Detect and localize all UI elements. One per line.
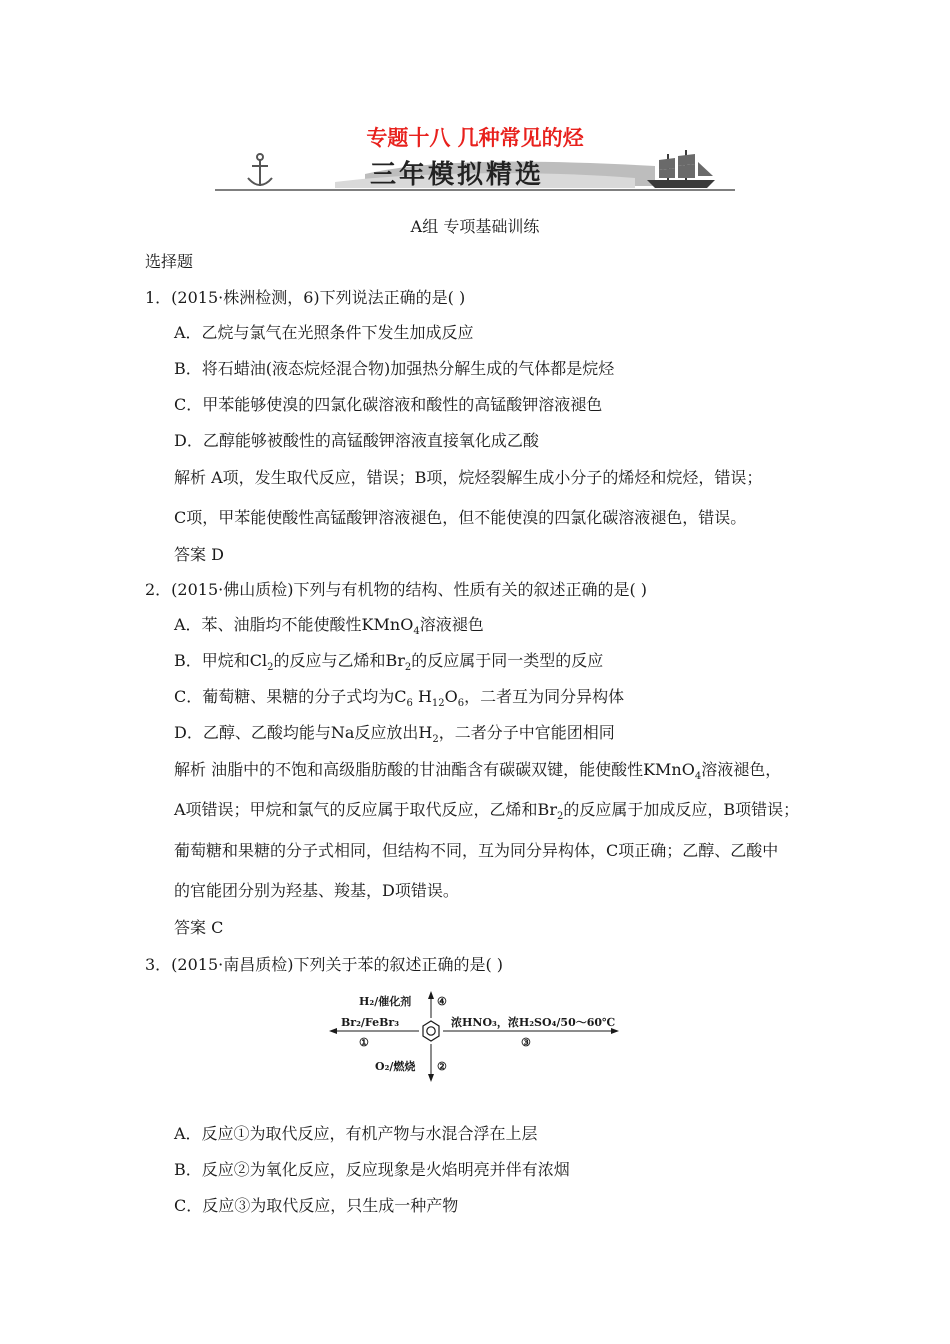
page-title: 专题十八 几种常见的烃 <box>366 126 584 150</box>
benzene-reaction-scheme <box>325 990 625 1086</box>
q3-option-a: A．反应①为取代反应，有机产物与水混合浮在上层 <box>174 1124 538 1143</box>
banner-text: 三年模拟精选 <box>370 160 545 190</box>
q2-option-b: B．甲烷和$Cl_2$的反应与乙烯和$Br_2$的反应属于同一类型的反应 <box>174 651 604 673</box>
q1-option-a: A．乙烷与氯气在光照条件下发生加成反应 <box>174 323 474 342</box>
q3-option-c: C．反应③为取代反应，只生成一种产物 <box>174 1196 459 1215</box>
scheme-right-label: 浓HNO₃，浓H₂SO₄/50～60℃ <box>451 1016 616 1029</box>
q2-answer: 答案 C <box>174 918 224 937</box>
q3-option-b: B．反应②为氧化反应，反应现象是火焰明亮并伴有浓烟 <box>174 1160 570 1179</box>
scheme-left-number: ① <box>359 1036 369 1049</box>
ship-icon <box>647 150 715 188</box>
scheme-bottom-label: O₂/燃烧 <box>375 1060 416 1073</box>
scheme-top-number: ④ <box>437 995 447 1008</box>
q1-option-b: B．将石蜡油(液态烷烃混合物)加强热分解生成的气体都是烷烃 <box>174 359 615 378</box>
q2-analysis-line1: 解析 油脂中的不饱和高级脂肪酸的甘油酯含有碳碳双键，能使酸性KMnO$_4$溶液褪色， <box>174 760 782 782</box>
group-title: A组 专项基础训练 <box>410 217 540 236</box>
q2-analysis-line4: 的官能团分别为羟基、羧基，D项错误。 <box>174 881 459 900</box>
scheme-left-label: Br₂/FeBr₃ <box>341 1016 400 1029</box>
q2-option-a: A．苯、油脂均不能使酸性KMnO$_4$溶液褪色 <box>174 615 484 637</box>
benzene-ring-icon <box>423 1021 439 1041</box>
scheme-top-label: H₂/催化剂 <box>359 995 412 1008</box>
q1-analysis-line1: 解析 A项，发生取代反应，错误；B项，烷烃裂解生成小分子的烯烃和烷烃，错误； <box>174 468 763 487</box>
q1-stem: 1．(2015·株洲检测，6)下列说法正确的是( ) <box>145 288 466 307</box>
q1-analysis-line2: C项，甲苯能使酸性高锰酸钾溶液褪色，但不能使溴的四氯化碳溶液褪色，错误。 <box>174 508 747 527</box>
q2-analysis-line3: 葡萄糖和果糖的分子式相同，但结构不同，互为同分异构体，C项正确；乙醇、乙酸中 <box>174 841 779 860</box>
q2-option-d: D．乙醇、乙酸均能与Na反应放出$H_2$，二者分子中官能团相同 <box>174 723 615 745</box>
scheme-bottom-number: ② <box>437 1060 447 1073</box>
q1-option-c: C．甲苯能够使溴的四氯化碳溶液和酸性的高锰酸钾溶液褪色 <box>174 395 603 414</box>
q2-stem: 2．(2015·佛山质检)下列与有机物的结构、性质有关的叙述正确的是( ) <box>145 580 648 599</box>
q1-option-d: D．乙醇能够被酸性的高锰酸钾溶液直接氧化成乙酸 <box>174 431 539 450</box>
q1-answer: 答案 D <box>174 545 224 564</box>
q2-option-c: C．葡萄糖、果糖的分子式均为$C_6$ $H_{12}O_6$，二者互为同分异构体 <box>174 687 625 709</box>
section-label: 选择题 <box>145 252 194 271</box>
anchor-icon <box>248 154 272 186</box>
scheme-right-number: ③ <box>521 1036 531 1049</box>
q3-stem: 3．(2015·南昌质检)下列关于苯的叙述正确的是( ) <box>145 955 504 974</box>
q2-analysis-line2: A项错误；甲烷和氯气的反应属于取代反应，乙烯和$Br_2$的反应属于加成反应，B项错误； <box>174 800 800 822</box>
